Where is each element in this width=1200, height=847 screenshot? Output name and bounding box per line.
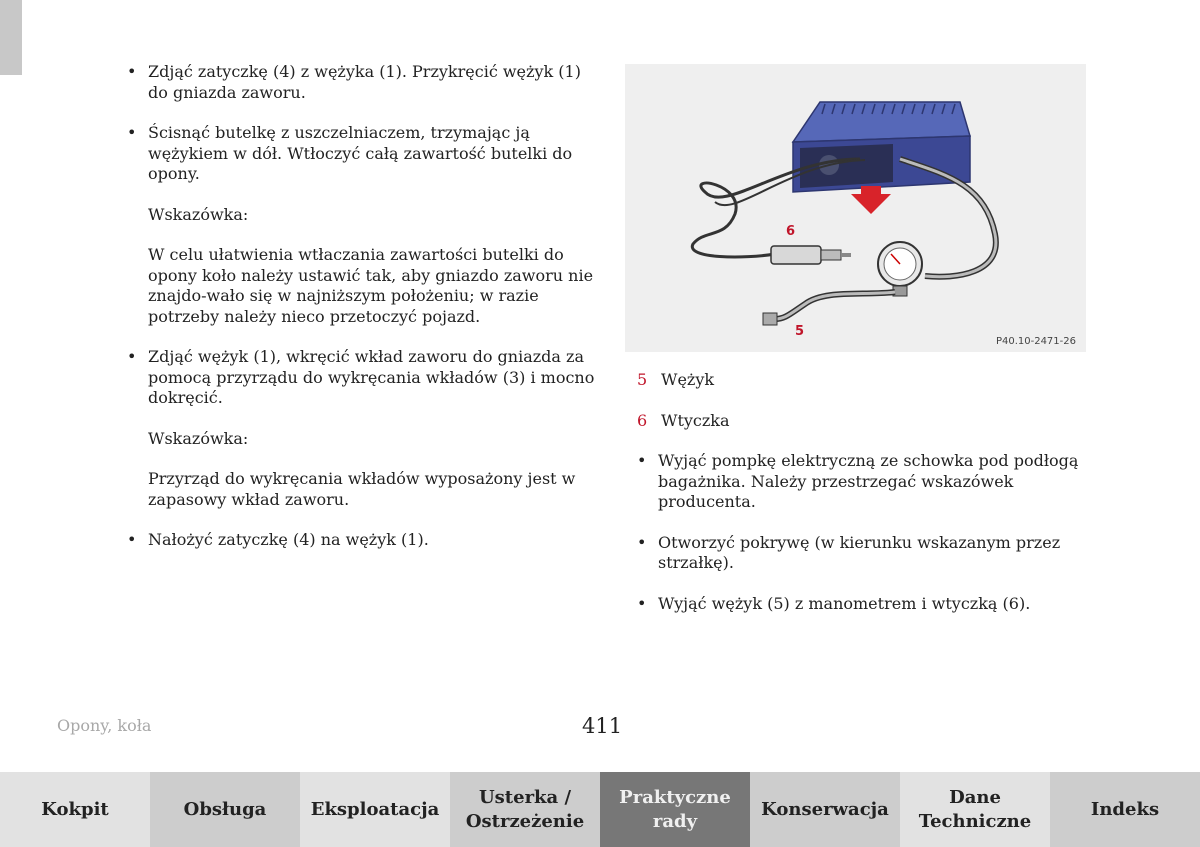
instruction-bullet: • Otworzyć pokrywę (w kierunku wskazanym przez strzałkę). <box>636 533 1106 574</box>
legend-item <box>636 370 1106 391</box>
note-text: Przyrząd do wykręcania wkładów wyposażony jest w zapasowy wkład zaworu. <box>148 469 576 509</box>
note-label: Wskazówka: <box>148 428 249 448</box>
right-column <box>636 370 1106 634</box>
chapter-tab-marker <box>0 0 22 75</box>
legend-number: 5 <box>637 370 648 389</box>
note-text: W celu ułatwienia wtłaczania zawartości butelki do opony koło należy ustawić tak, aby gniazdo zaworu nie znajdo-wało się w najniższym położeniu; w razie potrzeby należy nieco przetoczyć pojazd. <box>148 245 594 326</box>
instruction-bullet: • Zdjąć wężyk (1), wkręcić wkład zaworu do gniazda za pomocą przyrządu do wykręcania wkładów (3) i mocno dokręcić. <box>126 347 596 409</box>
figure-callout-6: 6 <box>786 224 796 239</box>
instruction-bullet: • Ścisnąć butelkę z uszczelniaczem, trzymając ją wężykiem w dół. Wtłoczyć całą zawartość butelki do opony. <box>126 123 596 185</box>
nav-usterka-ostrzezenie[interactable]: Usterka / Ostrzeżenie <box>450 772 600 847</box>
instruction-bullet: • Wyjąć wężyk (5) z manometrem i wtyczką (6). <box>636 594 1106 615</box>
nav-eksploatacja[interactable]: Eksploatacja <box>300 772 450 847</box>
nav-kokpit[interactable]: Kokpit <box>0 772 150 847</box>
instruction-bullet: • Wyjąć pompkę elektryczną ze schowka pod podłogą bagażnika. Należy przestrzegać wskazówek producenta. <box>636 451 1106 513</box>
legend-text: Wtyczka <box>661 410 730 430</box>
note-label: Wskazówka: <box>148 204 249 224</box>
nav-obsluga[interactable]: Obsługa <box>150 772 300 847</box>
nav-dane-techniczne[interactable]: Dane Techniczne <box>900 772 1050 847</box>
chapter-nav-bar <box>0 772 1200 847</box>
nav-indeks[interactable]: Indeks <box>1050 772 1200 847</box>
instruction-bullet: • Zdjąć zatyczkę (4) z wężyka (1). Przykręcić wężyk (1) do gniazda zaworu. <box>126 62 596 103</box>
figure-code: P40.10-2471-26 <box>995 336 1076 347</box>
legend-number: 6 <box>637 410 648 430</box>
instruction-bullet: • Nałożyć zatyczkę (4) na wężyk (1). <box>126 530 596 551</box>
page-number: 411 <box>582 714 623 738</box>
nav-praktyczne-rady[interactable]: Praktyczne rady <box>600 772 750 847</box>
legend-text: Wężyk <box>661 370 715 389</box>
legend-item <box>636 411 1106 432</box>
figure-callout-5: 5 <box>795 324 805 339</box>
section-name: Opony, koła <box>57 716 152 735</box>
pump-illustration <box>625 64 1086 352</box>
pump-drawing <box>625 64 1086 352</box>
nav-konserwacja[interactable]: Konserwacja <box>750 772 900 847</box>
left-column <box>126 62 596 571</box>
